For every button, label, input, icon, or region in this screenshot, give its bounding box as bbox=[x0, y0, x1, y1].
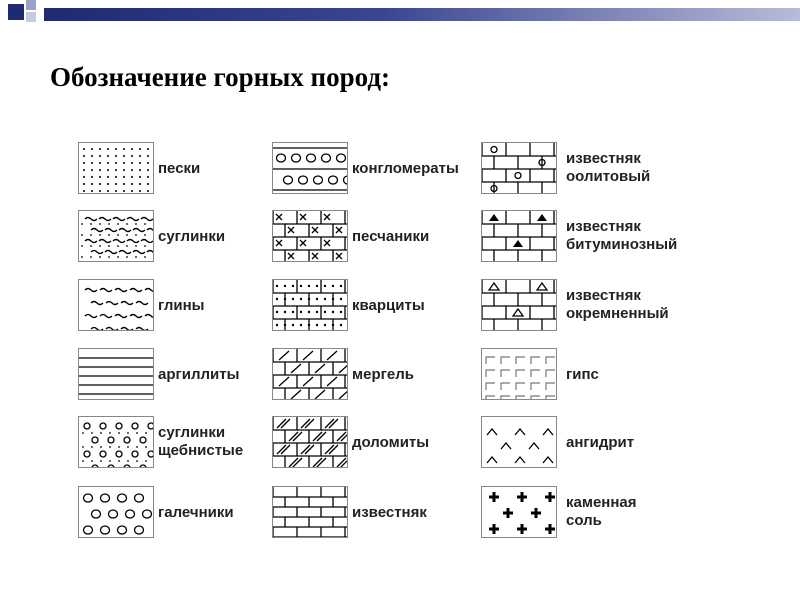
marl-pattern bbox=[273, 349, 348, 400]
loam-rubble-pattern bbox=[79, 417, 154, 468]
gypsum-swatch bbox=[481, 348, 557, 400]
clay-pattern bbox=[79, 280, 154, 331]
loam-rubble-label bbox=[158, 424, 243, 460]
dolomite-pattern bbox=[273, 417, 348, 468]
label-line: ангидрит bbox=[566, 434, 635, 451]
label-line: конгломераты bbox=[352, 160, 459, 177]
dolomite-label bbox=[352, 434, 429, 452]
anhydrite-pattern bbox=[482, 417, 557, 468]
limestone-oolitic-pattern bbox=[482, 143, 557, 194]
argillite-pattern bbox=[79, 349, 154, 400]
label-line: окремненный bbox=[566, 305, 669, 322]
rock-salt-label bbox=[566, 494, 637, 530]
limestone-oolitic-label bbox=[566, 150, 650, 186]
limestone-bituminous-swatch bbox=[481, 210, 557, 262]
dolomite-swatch bbox=[272, 416, 348, 468]
label-line: битуминозный bbox=[566, 236, 678, 253]
conglomerate-pattern bbox=[273, 143, 348, 194]
clay-swatch bbox=[78, 279, 154, 331]
limestone-bituminous-pattern bbox=[482, 211, 557, 262]
quartzite-pattern bbox=[273, 280, 348, 331]
conglomerate-swatch bbox=[272, 142, 348, 194]
limestone-siliceous-swatch bbox=[481, 279, 557, 331]
pebbles-label bbox=[158, 504, 234, 522]
label-line: известняк bbox=[566, 150, 641, 167]
decor-square-small bbox=[26, 12, 36, 22]
marl-swatch bbox=[272, 348, 348, 400]
page-title: Обозначение горных пород: bbox=[50, 62, 390, 92]
label-line: пески bbox=[158, 160, 201, 177]
label-line: щебнистые bbox=[158, 442, 244, 459]
sandstone-swatch bbox=[272, 210, 348, 262]
loam-rubble-swatch bbox=[78, 416, 154, 468]
label-line: гипс bbox=[566, 366, 599, 383]
gypsum-pattern bbox=[482, 349, 557, 400]
sand-swatch bbox=[78, 142, 154, 194]
sand-label bbox=[158, 160, 200, 178]
sandstone-label bbox=[352, 228, 429, 246]
anhydrite-swatch bbox=[481, 416, 557, 468]
label-line: каменная bbox=[566, 494, 637, 511]
label-line: известняк bbox=[566, 287, 641, 304]
decor-bar-gradient bbox=[44, 8, 800, 21]
label-line: оолитовый bbox=[566, 168, 651, 185]
limestone-label bbox=[352, 504, 427, 522]
loam-label bbox=[158, 228, 225, 246]
conglomerate-label bbox=[352, 160, 459, 178]
decor-square-small bbox=[26, 0, 36, 10]
label-line: суглинки bbox=[158, 424, 226, 441]
sandstone-pattern bbox=[273, 211, 348, 262]
anhydrite-label bbox=[566, 434, 634, 452]
decor-square-large bbox=[8, 4, 24, 20]
quartzite-swatch bbox=[272, 279, 348, 331]
rock-salt-pattern bbox=[482, 487, 557, 538]
gypsum-label bbox=[566, 366, 599, 384]
label-line: кварциты bbox=[352, 297, 425, 314]
label-line: известняк bbox=[352, 504, 427, 521]
loam-swatch bbox=[78, 210, 154, 262]
limestone-bituminous-label bbox=[566, 218, 677, 254]
pebbles-swatch bbox=[78, 486, 154, 538]
sand-pattern bbox=[79, 143, 154, 194]
label-line: песчаники bbox=[352, 228, 430, 245]
limestone-siliceous-label bbox=[566, 287, 669, 323]
top-decoration-bar bbox=[0, 0, 800, 28]
quartzite-label bbox=[352, 297, 425, 315]
label-line: глины bbox=[158, 297, 205, 314]
argillite-swatch bbox=[78, 348, 154, 400]
label-line: суглинки bbox=[158, 228, 226, 245]
pebbles-pattern bbox=[79, 487, 154, 538]
loam-pattern bbox=[79, 211, 154, 262]
limestone-pattern bbox=[273, 487, 348, 538]
label-line: доломиты bbox=[352, 434, 430, 451]
rock-salt-swatch bbox=[481, 486, 557, 538]
label-line: галечники bbox=[158, 504, 234, 521]
limestone-siliceous-pattern bbox=[482, 280, 557, 331]
label-line: известняк bbox=[566, 218, 641, 235]
label-line: аргиллиты bbox=[158, 366, 240, 383]
clay-label bbox=[158, 297, 205, 315]
limestone-oolitic-swatch bbox=[481, 142, 557, 194]
limestone-swatch bbox=[272, 486, 348, 538]
label-line: соль bbox=[566, 512, 602, 529]
label-line: мергель bbox=[352, 366, 414, 383]
marl-label bbox=[352, 366, 414, 384]
argillite-label bbox=[158, 366, 239, 384]
